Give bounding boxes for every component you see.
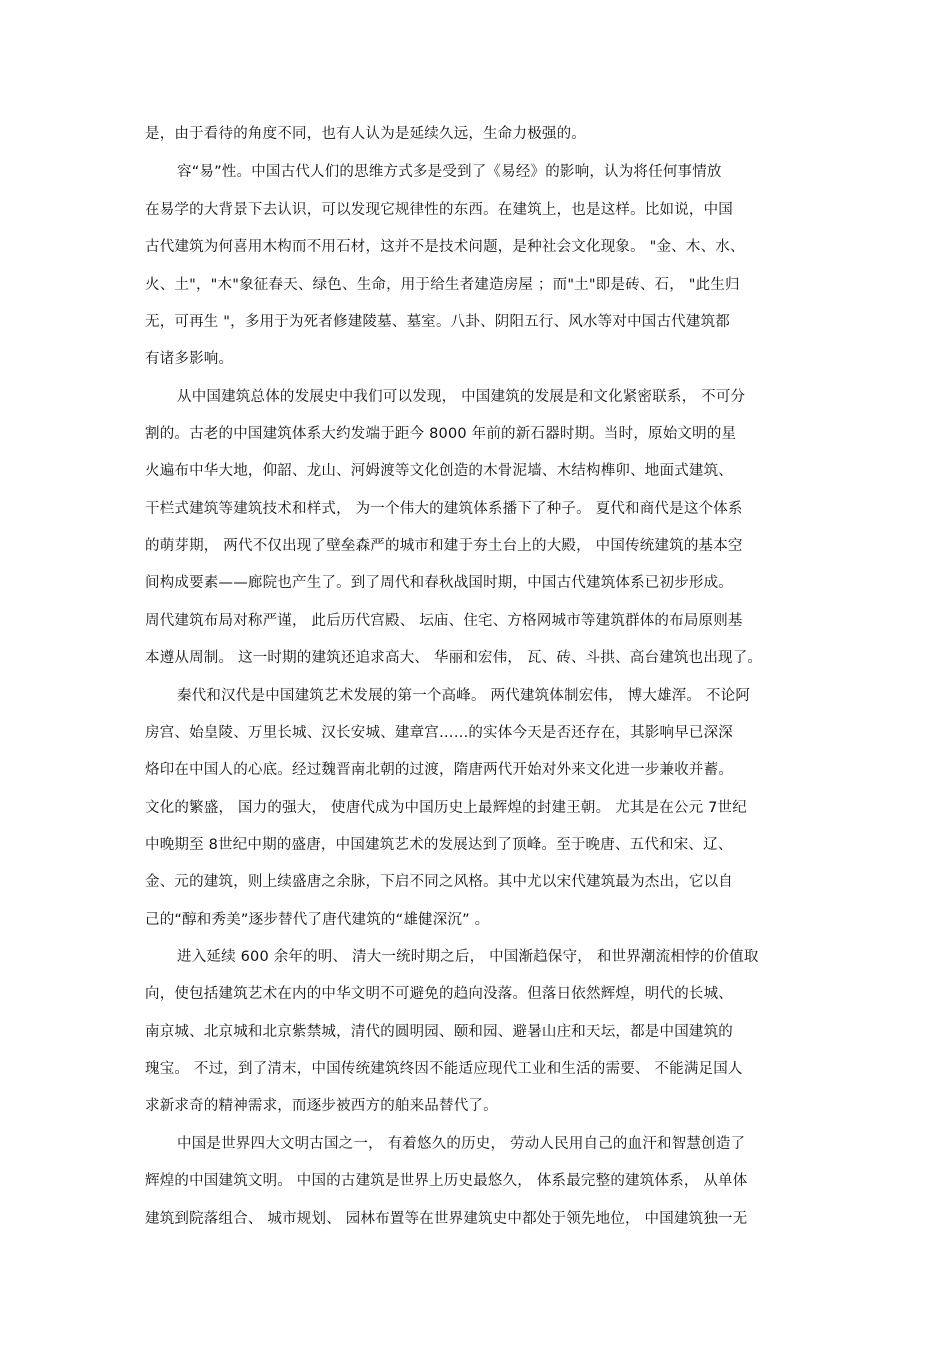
text-line: 割的。古老的中国建筑体系大约发端于距今 8000 年前的新石器时期。当时，原始文明的星 <box>145 426 737 442</box>
text-line: 古代建筑为何喜用木构而不用石材，这并不是技术问题，是种社会文化现象。 "金、木、水、 <box>145 239 745 255</box>
text-line: 向，使包括建筑艺术在内的中华文明不可避免的趋向没落。但落日依然辉煌，明代的长城、 <box>145 986 733 1002</box>
paragraph-first-line: 从中国建筑总体的发展史中我们可以发现， 中国建筑的发展是和文化紧密联系， 不可分 <box>177 389 746 405</box>
paragraph-first-line: 容“易”性。中国古代人们的思维方式多是受到了《易经》的影响，认为将任何事情放 <box>177 164 722 180</box>
text-line: 瑰宝。 不过，到了清末，中国传统建筑终因不能适应现代工业和生活的需要、 不能满足国人 <box>145 1061 743 1077</box>
text-line: 本遵从周制。 这一时期的建筑还追求高大、 华丽和宏伟， 瓦、砖、斗拱、高台建筑也出现了。 <box>145 650 763 666</box>
text-line: 中晚期至 8世纪中期的盛唐，中国建筑艺术的发展达到了顶峰。至于晚唐、五代和宋、辽、 <box>145 837 733 853</box>
text-line: 己的“醇和秀美”逐步替代了唐代建筑的“雄健深沉” 。 <box>145 912 490 928</box>
paragraph-first-line: 进入延续 600 余年的明、 清大一统时期之后， 中国渐趋保守， 和世界潮流相悖的价值取 <box>177 949 759 965</box>
text-line: 金、元的建筑，则上续盛唐之余脉，下启不同之风格。其中尤以宋代建筑最为杰出，它以自 <box>145 874 733 890</box>
text-line: 的萌芽期， 两代不仅出现了壁垒森严的城市和建于夯土台上的大殿， 中国传统建筑的基本空 <box>145 538 743 554</box>
text-line: 是，由于看待的角度不同，也有人认为是延续久远，生命力极强的。 <box>145 126 586 142</box>
text-line: 间构成要素——廊院也产生了。到了周代和春秋战国时期，中国古代建筑体系已初步形成。 <box>145 575 733 591</box>
text-line: 南京城、北京城和北京紫禁城，清代的圆明园、颐和园、避暑山庄和天坛，都是中国建筑的 <box>145 1024 733 1040</box>
text-line: 求新求奇的精神需求，而逐步被西方的舶来品替代了。 <box>145 1098 498 1114</box>
paragraph-first-line: 中国是世界四大文明古国之一， 有着悠久的历史， 劳动人民用自己的血汗和智慧创造了 <box>177 1136 746 1152</box>
text-line: 干栏式建筑等建筑技术和样式， 为一个伟大的建筑体系播下了种子。 夏代和商代是这个体系 <box>145 501 743 517</box>
text-line: 文化的繁盛， 国力的强大， 使唐代成为中国历史上最辉煌的封建王朝。 尤其是在公元 7世纪 <box>145 800 747 816</box>
text-line: 建筑到院落组合、 城市规划、 园林布置等在世界建筑史中都处于领先地位， 中国建筑独一无 <box>145 1211 748 1227</box>
text-line: 周代建筑布局对称严谨， 此后历代宫殿、 坛庙、住宅、方格网城市等建筑群体的布局原则基 <box>145 613 743 629</box>
text-line: 辉煌的中国建筑文明。 中国的古建筑是世界上历史最悠久， 体系最完整的建筑体系， 从单体 <box>145 1173 748 1189</box>
text-line: 在易学的大背景下去认识，可以发现它规律性的东西。在建筑上，也是这样。比如说，中国 <box>145 202 733 218</box>
text-line: 有诸多影响。 <box>145 351 234 367</box>
text-line: 无，可再生 "，多用于为死者修建陵墓、墓室。八卦、阴阳五行、风水等对中国古代建筑都 <box>145 314 730 330</box>
text-line: 烙印在中国人的心底。经过魏晋南北朝的过渡，隋唐两代开始对外来文化进一步兼收并蓄。 <box>145 762 733 778</box>
paragraph-first-line: 秦代和汉代是中国建筑艺术发展的第一个高峰。 两代建筑体制宏伟， 博大雄浑。 不论阿 <box>177 688 751 704</box>
text-line: 房宫、始皇陵、万里长城、汉长安城、建章宫……的实体今天是否还存在，其影响早已深深 <box>145 725 733 741</box>
text-line: 火、土"，"木"象征春天、绿色、生命，用于给生者建造房屋 ；而"土"即是砖、石， "此生归 <box>145 277 740 293</box>
text-line: 火遍布中华大地，仰韶、龙山、河姆渡等文化创造的木骨泥墙、木结构榫卯、地面式建筑、 <box>145 463 733 479</box>
